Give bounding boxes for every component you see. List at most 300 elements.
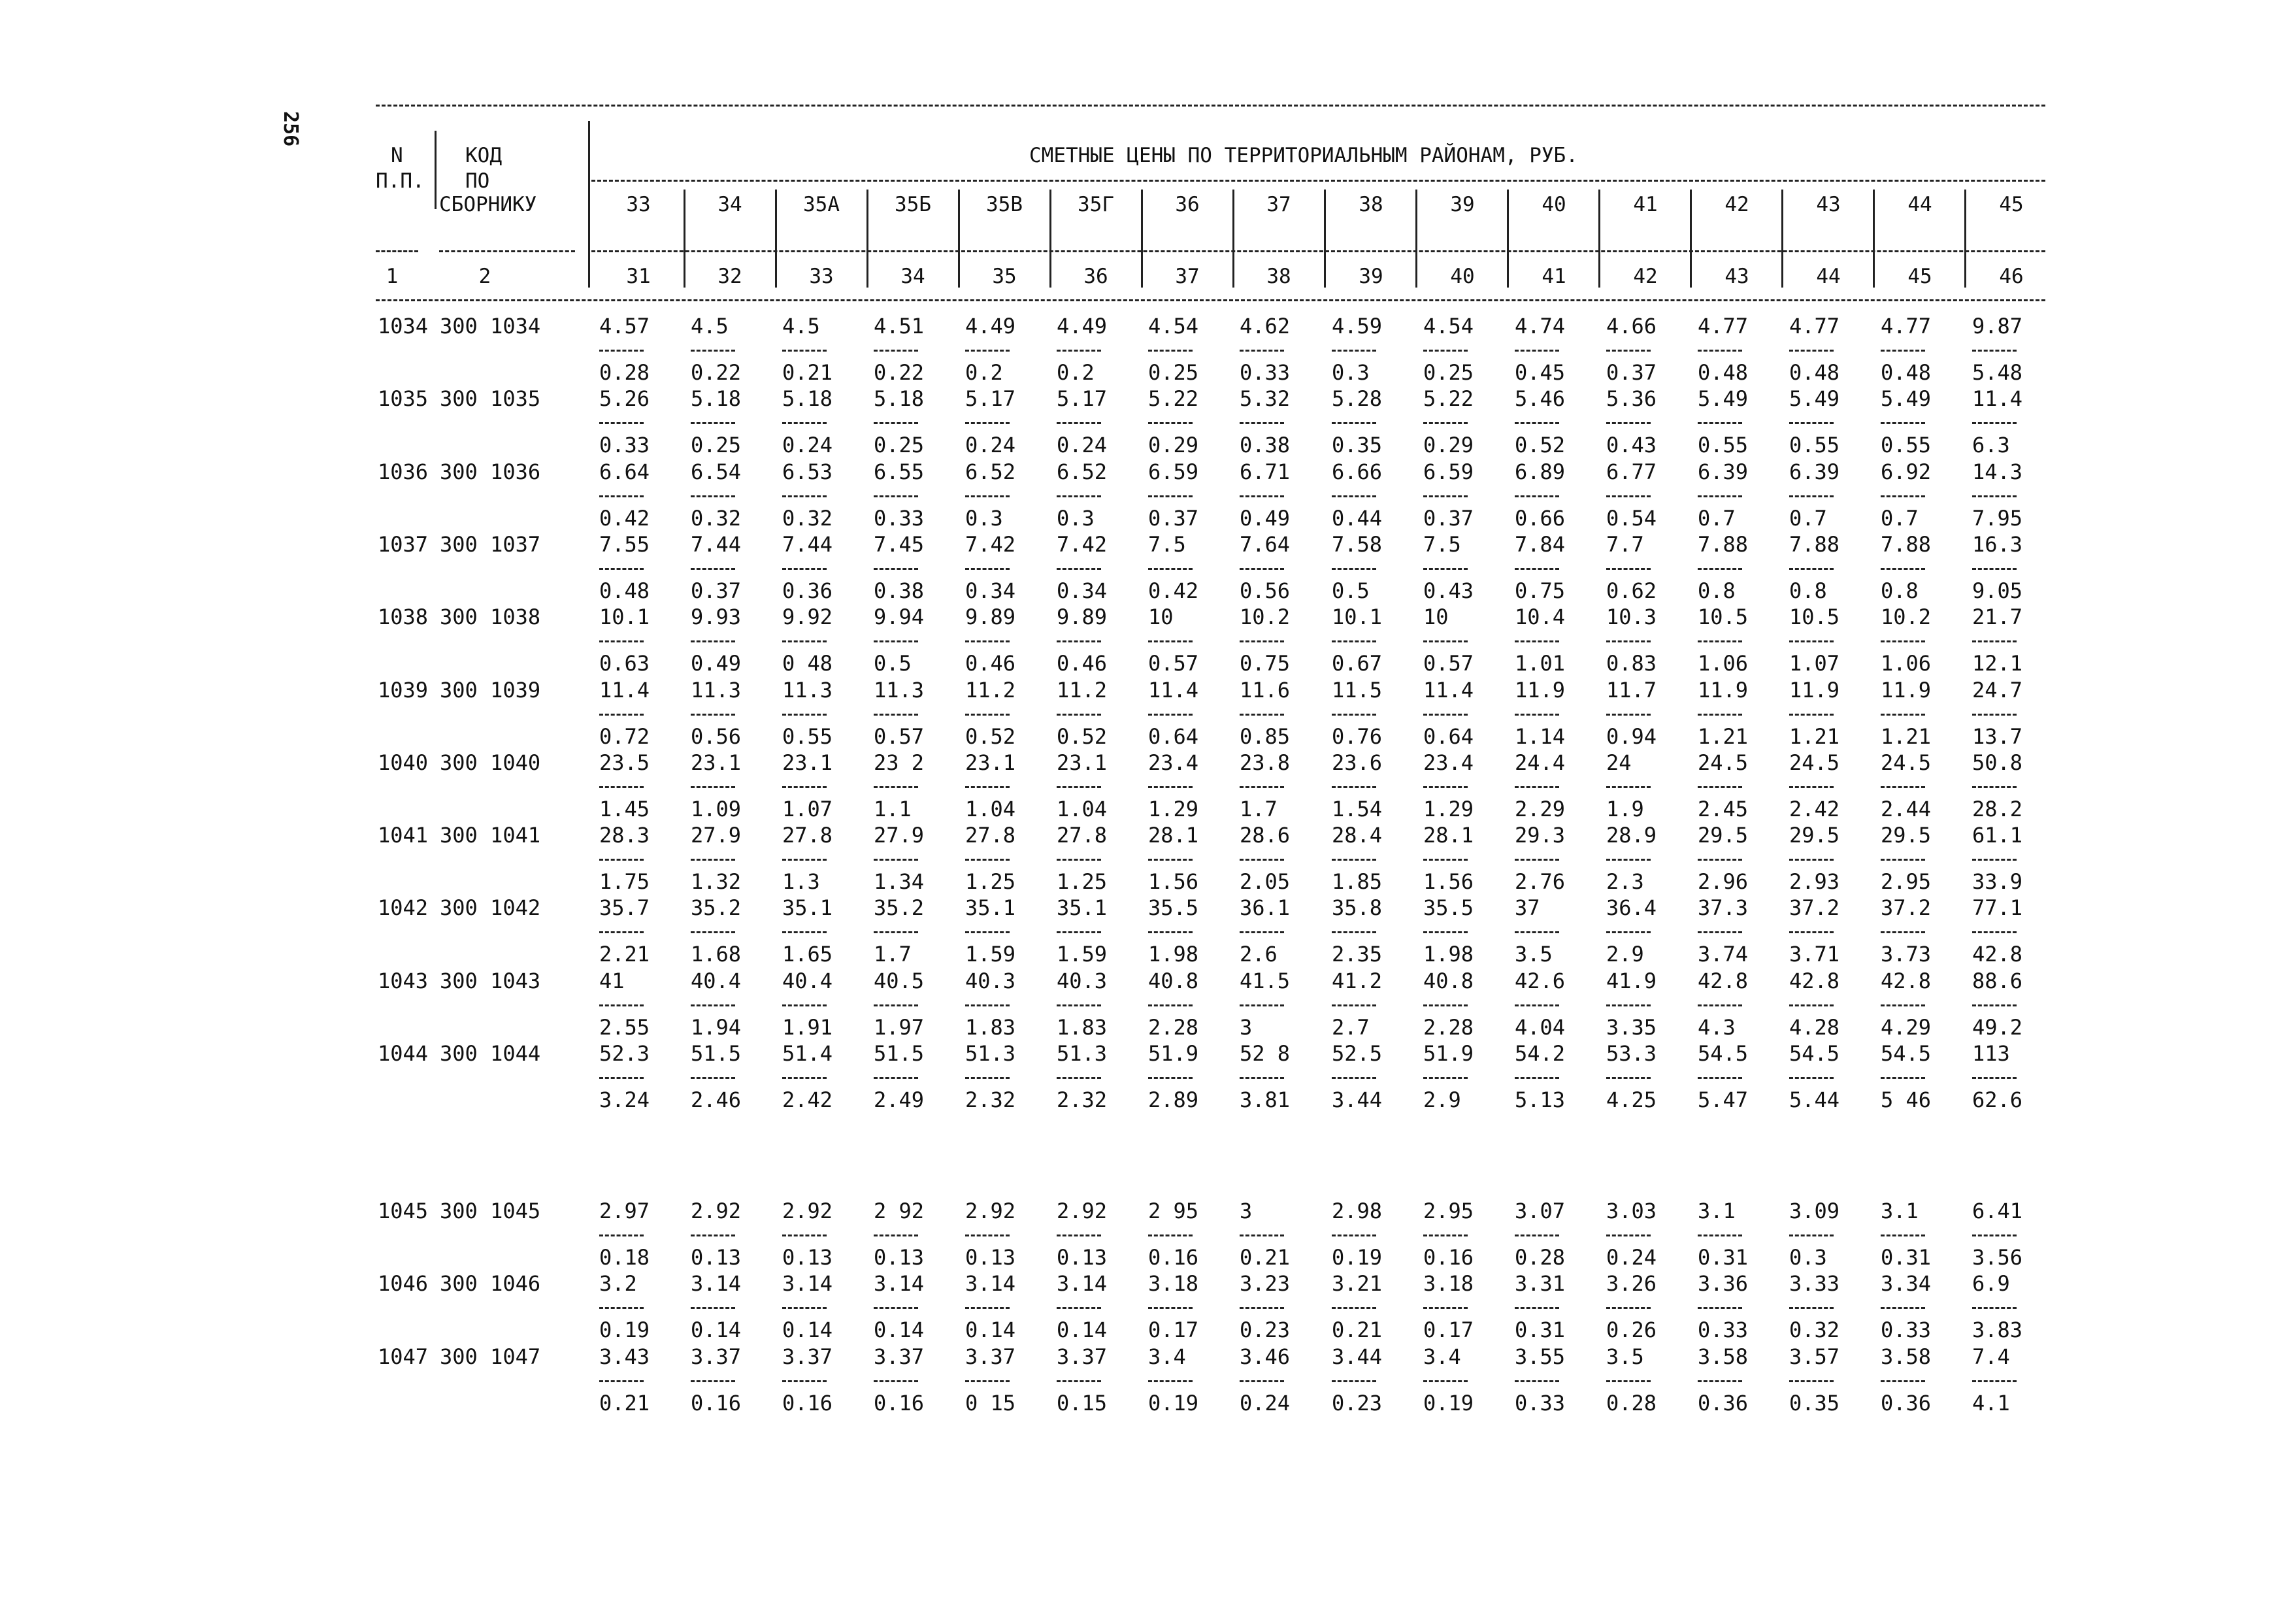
fraction-rule	[1148, 931, 1193, 933]
price-value: 0.14	[691, 1317, 742, 1343]
price-value: 4.04	[1515, 1014, 1566, 1040]
price-value: 2.35	[1332, 942, 1383, 967]
price-value: 1.94	[691, 1014, 742, 1040]
price-value: 11.9	[1698, 677, 1749, 703]
header-code-label: ПО	[465, 169, 490, 193]
price-value: 2.89	[1148, 1087, 1199, 1112]
fraction-rule	[1148, 786, 1193, 788]
fraction-rule	[965, 1077, 1010, 1079]
price-value: 3.07	[1515, 1199, 1566, 1223]
fraction-rule	[965, 568, 1010, 570]
price-value: 6.39	[1698, 459, 1749, 484]
fraction-rule	[1881, 859, 1925, 861]
price-value: 28.6	[1240, 823, 1291, 848]
price-value: 54.2	[1515, 1041, 1566, 1066]
price-value: 28.9	[1606, 823, 1657, 848]
price-value: 2.9	[1606, 942, 1644, 967]
price-value: 3.5	[1515, 942, 1553, 967]
price-value: 3.34	[1881, 1271, 1932, 1297]
price-value: 1.32	[691, 869, 742, 895]
price-value: 1.07	[1789, 651, 1840, 676]
fraction-rule	[782, 350, 827, 352]
fraction-rule	[965, 422, 1010, 424]
region-header: 35А	[803, 193, 840, 216]
price-value: 0.48	[599, 578, 650, 603]
price-value: 52.3	[599, 1041, 650, 1066]
price-value: 7.5	[1148, 531, 1186, 557]
price-value: 29.5	[1881, 823, 1932, 848]
price-value: 2.46	[691, 1087, 742, 1112]
fraction-rule	[691, 568, 735, 570]
price-value: 4.77	[1698, 314, 1749, 339]
price-value: 1.56	[1148, 869, 1199, 895]
header-sub-rule	[591, 250, 2045, 252]
fraction-rule	[1240, 1077, 1284, 1079]
fraction-rule	[1698, 350, 1742, 352]
fraction-rule	[1057, 931, 1101, 933]
fraction-rule	[1148, 640, 1193, 642]
price-value: 23.4	[1148, 750, 1199, 775]
price-value: 16.3	[1972, 531, 2023, 557]
row-number: 1034	[378, 314, 429, 339]
price-value: 4.1	[1972, 1390, 2010, 1416]
price-value: 21.7	[1972, 605, 2023, 630]
fraction-rule	[1606, 1004, 1651, 1006]
price-value: 27.8	[1057, 823, 1108, 848]
price-value: 6.89	[1515, 459, 1566, 484]
fraction-rule	[1057, 495, 1101, 497]
fraction-rule	[1332, 1380, 1376, 1382]
price-value: 77.1	[1972, 895, 2023, 921]
price-value: 3.14	[874, 1271, 925, 1297]
price-value: 3.55	[1515, 1344, 1566, 1369]
fraction-rule	[965, 350, 1010, 352]
price-value: 11.2	[1057, 677, 1108, 703]
fraction-rule	[1789, 1235, 1834, 1236]
fraction-rule	[874, 568, 918, 570]
fraction-rule	[1606, 1307, 1651, 1309]
column-number: 45	[1907, 265, 1932, 288]
fraction-rule	[965, 714, 1010, 716]
price-value: 1.3	[782, 869, 820, 895]
price-value: 0.25	[1148, 360, 1199, 385]
fraction-rule	[1240, 350, 1284, 352]
fraction-rule	[782, 1004, 827, 1006]
price-value: 24.5	[1698, 750, 1749, 775]
price-value: 4.54	[1148, 314, 1199, 339]
fraction-rule	[782, 422, 827, 424]
price-value: 5.48	[1972, 360, 2023, 385]
price-value: 0.38	[874, 578, 925, 603]
price-value: 9.92	[782, 605, 833, 630]
price-value: 2.7	[1332, 1014, 1370, 1040]
price-value: 27.8	[965, 823, 1016, 848]
price-value: 1.83	[1057, 1014, 1108, 1040]
price-value: 0.24	[1240, 1390, 1291, 1416]
price-value: 54.5	[1698, 1041, 1749, 1066]
row-code: 300 1038	[440, 605, 541, 630]
price-value: 1.01	[1515, 651, 1566, 676]
price-value: 7.84	[1515, 531, 1566, 557]
price-value: 35.1	[965, 895, 1016, 921]
price-value: 7.88	[1789, 531, 1840, 557]
fraction-rule	[599, 1077, 644, 1079]
price-value: 0.24	[782, 433, 833, 458]
header-group-title: СМЕТНЫЕ ЦЕНЫ ПО ТЕРРИТОРИАЛЬНЫМ РАЙОНАМ, РУБ.	[1029, 144, 1578, 167]
price-value: 1.9	[1606, 796, 1644, 821]
price-value: 5.18	[691, 386, 742, 412]
header-column-divider	[1324, 190, 1326, 288]
price-value: 0.16	[1423, 1245, 1474, 1270]
column-number: 35	[992, 265, 1017, 288]
price-value: 3.09	[1789, 1199, 1840, 1223]
price-value: 5.26	[599, 386, 650, 412]
price-value: 1.91	[782, 1014, 833, 1040]
price-value: 28.1	[1423, 823, 1474, 848]
fraction-rule	[1423, 1380, 1468, 1382]
price-value: 6.54	[691, 459, 742, 484]
fraction-rule	[1148, 1077, 1193, 1079]
price-value: 3.21	[1332, 1271, 1383, 1297]
fraction-rule	[874, 422, 918, 424]
fraction-rule	[1240, 568, 1284, 570]
price-value: 2.42	[1789, 796, 1840, 821]
fraction-rule	[691, 350, 735, 352]
fraction-rule	[691, 495, 735, 497]
price-value: 4.28	[1789, 1014, 1840, 1040]
price-value: 5.22	[1423, 386, 1474, 412]
fraction-rule	[1148, 495, 1193, 497]
region-header: 43	[1816, 193, 1841, 216]
price-value: 0.28	[1606, 1390, 1657, 1416]
column-number: 42	[1633, 265, 1658, 288]
fraction-rule	[874, 1004, 918, 1006]
fraction-rule	[1606, 1235, 1651, 1236]
price-value: 29.5	[1698, 823, 1749, 848]
price-value: 7.45	[874, 531, 925, 557]
price-value: 2.32	[1057, 1087, 1108, 1112]
fraction-rule	[1423, 859, 1468, 861]
fraction-rule	[874, 1235, 918, 1236]
price-value: 23.1	[1057, 750, 1108, 775]
price-value: 3.44	[1332, 1087, 1383, 1112]
row-code: 300 1045	[440, 1199, 541, 1223]
fraction-rule	[1515, 931, 1559, 933]
price-value: 7.88	[1881, 531, 1932, 557]
header-column-divider	[1507, 190, 1509, 288]
fraction-rule	[874, 1077, 918, 1079]
price-value: 1.59	[965, 942, 1016, 967]
column-number: 39	[1359, 265, 1383, 288]
price-value: 0.75	[1515, 578, 1566, 603]
fraction-rule	[1057, 568, 1101, 570]
fraction-rule	[1057, 1307, 1101, 1309]
price-value: 11.5	[1332, 677, 1383, 703]
price-value: 0.64	[1148, 723, 1199, 749]
fraction-rule	[691, 422, 735, 424]
price-value: 4.62	[1240, 314, 1291, 339]
price-value: 4.3	[1698, 1014, 1736, 1040]
price-value: 36.4	[1606, 895, 1657, 921]
price-value: 2.92	[965, 1199, 1016, 1223]
fraction-rule	[1698, 714, 1742, 716]
price-value: 23.8	[1240, 750, 1291, 775]
fraction-rule	[1332, 495, 1376, 497]
price-value: 3.37	[782, 1344, 833, 1369]
price-value: 2.29	[1515, 796, 1566, 821]
price-value: 10.4	[1515, 605, 1566, 630]
price-value: 0.8	[1789, 578, 1827, 603]
region-header: 37	[1266, 193, 1291, 216]
fraction-rule	[1240, 1235, 1284, 1236]
fraction-rule	[1240, 1380, 1284, 1382]
price-value: 1.29	[1423, 796, 1474, 821]
price-value: 23.4	[1423, 750, 1474, 775]
column-number: 32	[718, 265, 742, 288]
fraction-rule	[1332, 786, 1376, 788]
price-value: 0.8	[1881, 578, 1919, 603]
price-value: 0.16	[782, 1390, 833, 1416]
fraction-rule	[1698, 422, 1742, 424]
price-value: 0.16	[691, 1390, 742, 1416]
fraction-rule	[1515, 422, 1559, 424]
price-value: 3.23	[1240, 1271, 1291, 1297]
price-value: 1.97	[874, 1014, 925, 1040]
column-number: 31	[626, 265, 651, 288]
fraction-rule	[1972, 422, 2017, 424]
price-value: 3.58	[1698, 1344, 1749, 1369]
fraction-rule	[1698, 1235, 1742, 1236]
header-sub-rule	[439, 250, 575, 252]
price-value: 1.98	[1423, 942, 1474, 967]
region-header: 44	[1907, 193, 1932, 216]
fraction-rule	[1606, 1077, 1651, 1079]
price-value: 0.57	[1423, 651, 1474, 676]
price-value: 4.51	[874, 314, 925, 339]
fraction-rule	[1972, 640, 2017, 642]
fraction-rule	[1515, 1380, 1559, 1382]
price-value: 0.37	[1606, 360, 1657, 385]
price-value: 1.06	[1698, 651, 1749, 676]
header-column-divider	[1415, 190, 1417, 288]
price-value: 0.2	[1057, 360, 1095, 385]
fraction-rule	[874, 859, 918, 861]
fraction-rule	[1240, 931, 1284, 933]
price-value: 0.62	[1606, 578, 1657, 603]
price-value: 11.9	[1789, 677, 1840, 703]
price-value: 2.44	[1881, 796, 1932, 821]
price-value: 7.64	[1240, 531, 1291, 557]
price-value: 1.85	[1332, 869, 1383, 895]
fraction-rule	[1698, 1380, 1742, 1382]
fraction-rule	[599, 350, 644, 352]
price-value: 40.4	[782, 968, 833, 993]
price-value: 5.36	[1606, 386, 1657, 412]
fraction-rule	[1515, 1077, 1559, 1079]
fraction-rule	[1148, 568, 1193, 570]
price-value: 1.7	[874, 942, 912, 967]
price-value: 23 2	[874, 750, 925, 775]
price-value: 40.8	[1423, 968, 1474, 993]
fraction-rule	[1332, 1235, 1376, 1236]
price-value: 35.2	[874, 895, 925, 921]
fraction-rule	[1423, 1077, 1468, 1079]
price-value: 0.36	[1698, 1390, 1749, 1416]
price-value: 0.38	[1240, 433, 1291, 458]
price-value: 0.25	[874, 433, 925, 458]
fraction-rule	[1881, 422, 1925, 424]
price-value: 1.7	[1240, 796, 1278, 821]
header-column-divider	[958, 190, 960, 288]
fraction-rule	[1972, 859, 2017, 861]
price-value: 0.36	[782, 578, 833, 603]
price-value: 3.1	[1881, 1199, 1919, 1223]
price-value: 1.1	[874, 796, 912, 821]
fraction-rule	[1698, 859, 1742, 861]
fraction-rule	[1332, 714, 1376, 716]
price-value: 7.58	[1332, 531, 1383, 557]
price-value: 4.74	[1515, 314, 1566, 339]
price-value: 2.92	[691, 1199, 742, 1223]
price-value: 2 92	[874, 1199, 925, 1223]
price-value: 0.46	[965, 651, 1016, 676]
fraction-rule	[1423, 931, 1468, 933]
price-value: 6.53	[782, 459, 833, 484]
fraction-rule	[1972, 786, 2017, 788]
price-value: 1.29	[1148, 796, 1199, 821]
fraction-rule	[1515, 350, 1559, 352]
price-value: 2.92	[782, 1199, 833, 1223]
price-value: 0.21	[782, 360, 833, 385]
price-value: 3.71	[1789, 942, 1840, 967]
price-value: 0.26	[1606, 1317, 1657, 1343]
price-value: 3	[1240, 1014, 1253, 1040]
fraction-rule	[782, 1380, 827, 1382]
price-value: 0 15	[965, 1390, 1016, 1416]
price-value: 41.2	[1332, 968, 1383, 993]
price-value: 3.43	[599, 1344, 650, 1369]
price-value: 0.54	[1606, 505, 1657, 531]
fraction-rule	[1789, 1004, 1834, 1006]
price-value: 6.59	[1423, 459, 1474, 484]
price-value: 0.19	[1148, 1390, 1199, 1416]
price-value: 0.21	[1240, 1245, 1291, 1270]
fraction-rule	[1698, 1004, 1742, 1006]
price-value: 2.49	[874, 1087, 925, 1112]
price-value: 12.1	[1972, 651, 2023, 676]
price-value: 0.55	[1881, 433, 1932, 458]
price-value: 0.67	[1332, 651, 1383, 676]
fraction-rule	[1423, 350, 1468, 352]
price-value: 33.9	[1972, 869, 2023, 895]
price-value: 23.1	[782, 750, 833, 775]
price-value: 5.18	[782, 386, 833, 412]
price-value: 3.44	[1332, 1344, 1383, 1369]
fraction-rule	[965, 495, 1010, 497]
fraction-rule	[1698, 1077, 1742, 1079]
fraction-rule	[782, 786, 827, 788]
price-value: 113	[1972, 1041, 2010, 1066]
price-value: 51.9	[1148, 1041, 1199, 1066]
price-value: 1.98	[1148, 942, 1199, 967]
price-value: 6.66	[1332, 459, 1383, 484]
price-value: 7.7	[1606, 531, 1644, 557]
price-value: 3.74	[1698, 942, 1749, 967]
price-value: 3.14	[782, 1271, 833, 1297]
price-value: 11.9	[1515, 677, 1566, 703]
header-bottom-rule	[376, 299, 2045, 301]
fraction-rule	[599, 1235, 644, 1236]
price-value: 3.4	[1148, 1344, 1186, 1369]
fraction-rule	[1606, 422, 1651, 424]
price-value: 0.14	[965, 1317, 1016, 1343]
fraction-rule	[1057, 422, 1101, 424]
price-value: 0.19	[1423, 1390, 1474, 1416]
price-value: 0.19	[1332, 1245, 1383, 1270]
price-value: 0.64	[1423, 723, 1474, 749]
price-value: 0.17	[1423, 1317, 1474, 1343]
fraction-rule	[1423, 568, 1468, 570]
price-value: 0.48	[1698, 360, 1749, 385]
fraction-rule	[691, 786, 735, 788]
fraction-rule	[1332, 640, 1376, 642]
price-value: 51.9	[1423, 1041, 1474, 1066]
column-number: 41	[1542, 265, 1566, 288]
price-value: 0.23	[1332, 1390, 1383, 1416]
price-value: 5.17	[965, 386, 1016, 412]
fraction-rule	[965, 1004, 1010, 1006]
price-value: 61.1	[1972, 823, 2023, 848]
fraction-rule	[1240, 859, 1284, 861]
price-value: 37	[1515, 895, 1540, 921]
fraction-rule	[1240, 422, 1284, 424]
fraction-rule	[1972, 931, 2017, 933]
price-value: 7.42	[965, 531, 1016, 557]
fraction-rule	[1423, 422, 1468, 424]
fraction-rule	[1972, 495, 2017, 497]
price-value: 6.3	[1972, 433, 2010, 458]
column-number: 44	[1816, 265, 1841, 288]
price-value: 0.35	[1332, 433, 1383, 458]
fraction-rule	[874, 714, 918, 716]
price-value: 52 8	[1240, 1041, 1291, 1066]
header-column-divider	[775, 190, 777, 288]
fraction-rule	[1881, 568, 1925, 570]
fraction-rule	[691, 1235, 735, 1236]
price-value: 0.3	[1332, 360, 1370, 385]
fraction-rule	[1881, 1235, 1925, 1236]
price-value: 4.5	[691, 314, 729, 339]
region-header: 39	[1450, 193, 1475, 216]
price-value: 5.13	[1515, 1087, 1566, 1112]
fraction-rule	[1881, 350, 1925, 352]
price-value: 3.37	[691, 1344, 742, 1369]
price-value: 88.6	[1972, 968, 2023, 993]
fraction-rule	[691, 859, 735, 861]
price-value: 2.28	[1148, 1014, 1199, 1040]
fraction-rule	[1789, 640, 1834, 642]
price-value: 4.49	[965, 314, 1016, 339]
price-value: 0.22	[874, 360, 925, 385]
fraction-rule	[965, 1307, 1010, 1309]
fraction-rule	[1423, 640, 1468, 642]
fraction-rule	[1972, 568, 2017, 570]
fraction-rule	[1240, 1307, 1284, 1309]
fraction-rule	[1240, 1004, 1284, 1006]
price-value: 0.33	[1881, 1317, 1932, 1343]
price-value: 3.81	[1240, 1087, 1291, 1112]
price-value: 1.54	[1332, 796, 1383, 821]
